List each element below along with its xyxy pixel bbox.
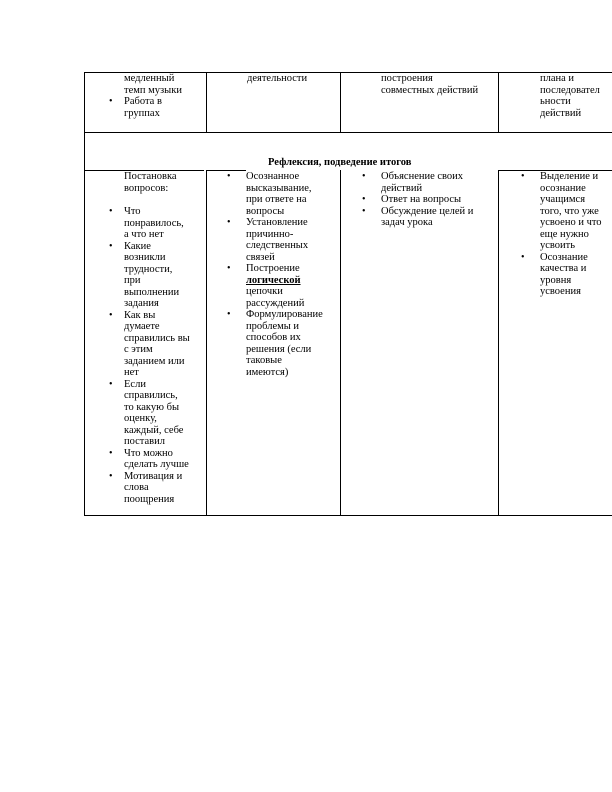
list-item <box>108 448 204 471</box>
item-line: • Работа в <box>124 96 162 107</box>
item-line: задания <box>124 298 159 309</box>
col4-line: действий <box>540 107 582 119</box>
item-line: уровня <box>540 274 572 286</box>
item-line: учащимся <box>540 194 586 205</box>
item-line: возникли <box>124 252 166 263</box>
top-row-col3 <box>381 73 496 96</box>
list-item <box>226 171 338 217</box>
item-line: группах <box>124 107 160 119</box>
item-line: с этим <box>124 344 153 355</box>
reflection-col4 <box>520 171 612 298</box>
row-divider <box>84 132 612 133</box>
item-line: • Что можно <box>124 447 173 459</box>
item-line: а что нет <box>124 229 164 240</box>
item-line: имеются) <box>246 366 289 378</box>
item-line: • Установление <box>246 217 308 228</box>
col-divider-1b <box>206 170 207 515</box>
item-line: то какую бы <box>124 401 179 413</box>
item-line: • Осознанное <box>246 171 300 182</box>
item-line-emphasis: логической <box>246 274 301 286</box>
col1-intro: вопросов: <box>124 182 169 194</box>
item-line: • Формулирование <box>246 309 323 320</box>
item-line: выполнении <box>124 286 180 298</box>
list-item <box>226 309 338 378</box>
item-line: • Обсуждение целей и <box>381 205 474 217</box>
item-line: слова <box>124 482 149 493</box>
list-item <box>226 217 338 263</box>
col4-line: ьности <box>540 96 571 107</box>
item-line: заданием или <box>124 355 185 367</box>
item-line: таковые <box>246 355 282 366</box>
item-line: нет <box>124 367 139 378</box>
item-line: понравилось, <box>124 217 184 229</box>
list-item <box>520 252 612 298</box>
list-item <box>361 206 496 229</box>
list-item <box>361 194 496 206</box>
list-item <box>226 263 338 309</box>
reflection-col1 <box>108 171 204 505</box>
item-line: оценку, <box>124 413 157 424</box>
item-line: сделать лучше <box>124 459 189 470</box>
item-line: того, что уже <box>540 205 599 217</box>
list-item <box>108 241 204 310</box>
item-line: поставил <box>124 436 165 447</box>
item-line: способов их <box>246 332 301 343</box>
reflection-col2 <box>226 171 338 378</box>
item-line: • Мотивация и <box>124 470 183 482</box>
item-line: усвоения <box>540 286 581 297</box>
top-row-col1 <box>108 73 204 119</box>
item-line: высказывание, <box>246 182 312 194</box>
item-line: • Построение <box>246 263 300 274</box>
list-item <box>108 310 204 379</box>
list-item <box>361 171 496 194</box>
item-line: справились вы <box>124 332 190 344</box>
item-line: • Как вы <box>124 309 156 321</box>
item-line: задач урока <box>381 217 433 228</box>
col2-line: деятельности <box>247 73 308 84</box>
table-left-border <box>84 72 85 515</box>
item-line: действий <box>381 182 423 194</box>
col3-line: построения <box>381 73 433 84</box>
col-divider-1 <box>206 72 207 132</box>
item-line: при ответе на <box>246 194 307 205</box>
item-line: справились, <box>124 390 178 401</box>
item-line: каждый, себе <box>124 424 184 436</box>
list-item <box>520 171 612 252</box>
item-line: поощрения <box>124 493 175 505</box>
col-divider-2 <box>340 72 341 132</box>
section-title: Рефлексия, подведение итогов <box>268 157 412 168</box>
item-line: цепочки <box>246 286 283 297</box>
top-row-col2 <box>247 73 337 85</box>
col1-intro: Постановка <box>124 171 177 182</box>
item-line: усвоено и что <box>540 217 602 228</box>
list-item <box>108 206 204 241</box>
item-line: рассуждений <box>246 297 305 309</box>
col3-line: совместных действий <box>381 84 479 96</box>
reflection-col3 <box>361 171 496 229</box>
col1-line: медленный <box>124 73 175 84</box>
item-line: • Если <box>124 378 146 390</box>
item-line: следственных <box>246 240 309 251</box>
item-line: причинно- <box>246 228 294 240</box>
list-item <box>108 471 204 506</box>
item-line: • Какие <box>124 240 151 252</box>
item-line: связей <box>246 251 275 263</box>
table-bottom-border <box>84 515 612 516</box>
item-line: проблемы и <box>246 320 300 332</box>
col-divider-3b <box>498 170 499 515</box>
col-divider-3 <box>498 72 499 132</box>
list-item <box>108 379 204 448</box>
item-line: усвоить <box>540 240 576 251</box>
item-line: • Выделение и <box>540 171 599 182</box>
item-line: думаете <box>124 321 160 332</box>
item-line: • Что <box>124 206 141 217</box>
top-row-col4 <box>540 73 610 119</box>
list-item <box>108 96 204 119</box>
item-line: вопросы <box>246 205 285 217</box>
col4-line: плана и <box>540 73 575 84</box>
col4-line: последовател <box>540 84 600 96</box>
item-line: при <box>124 275 141 286</box>
col1-line: темп музыки <box>124 84 182 96</box>
item-line: осознание <box>540 182 586 194</box>
col-divider-2b <box>340 170 341 515</box>
item-line: • Осознание <box>540 251 588 263</box>
item-line: трудности, <box>124 263 173 275</box>
item-line: качества и <box>540 263 587 274</box>
item-line: • Объяснение своих <box>381 171 464 182</box>
item-line: • Ответ на вопросы <box>381 194 462 205</box>
item-line: еще нужно <box>540 228 589 240</box>
item-line: решения (если <box>246 343 312 355</box>
